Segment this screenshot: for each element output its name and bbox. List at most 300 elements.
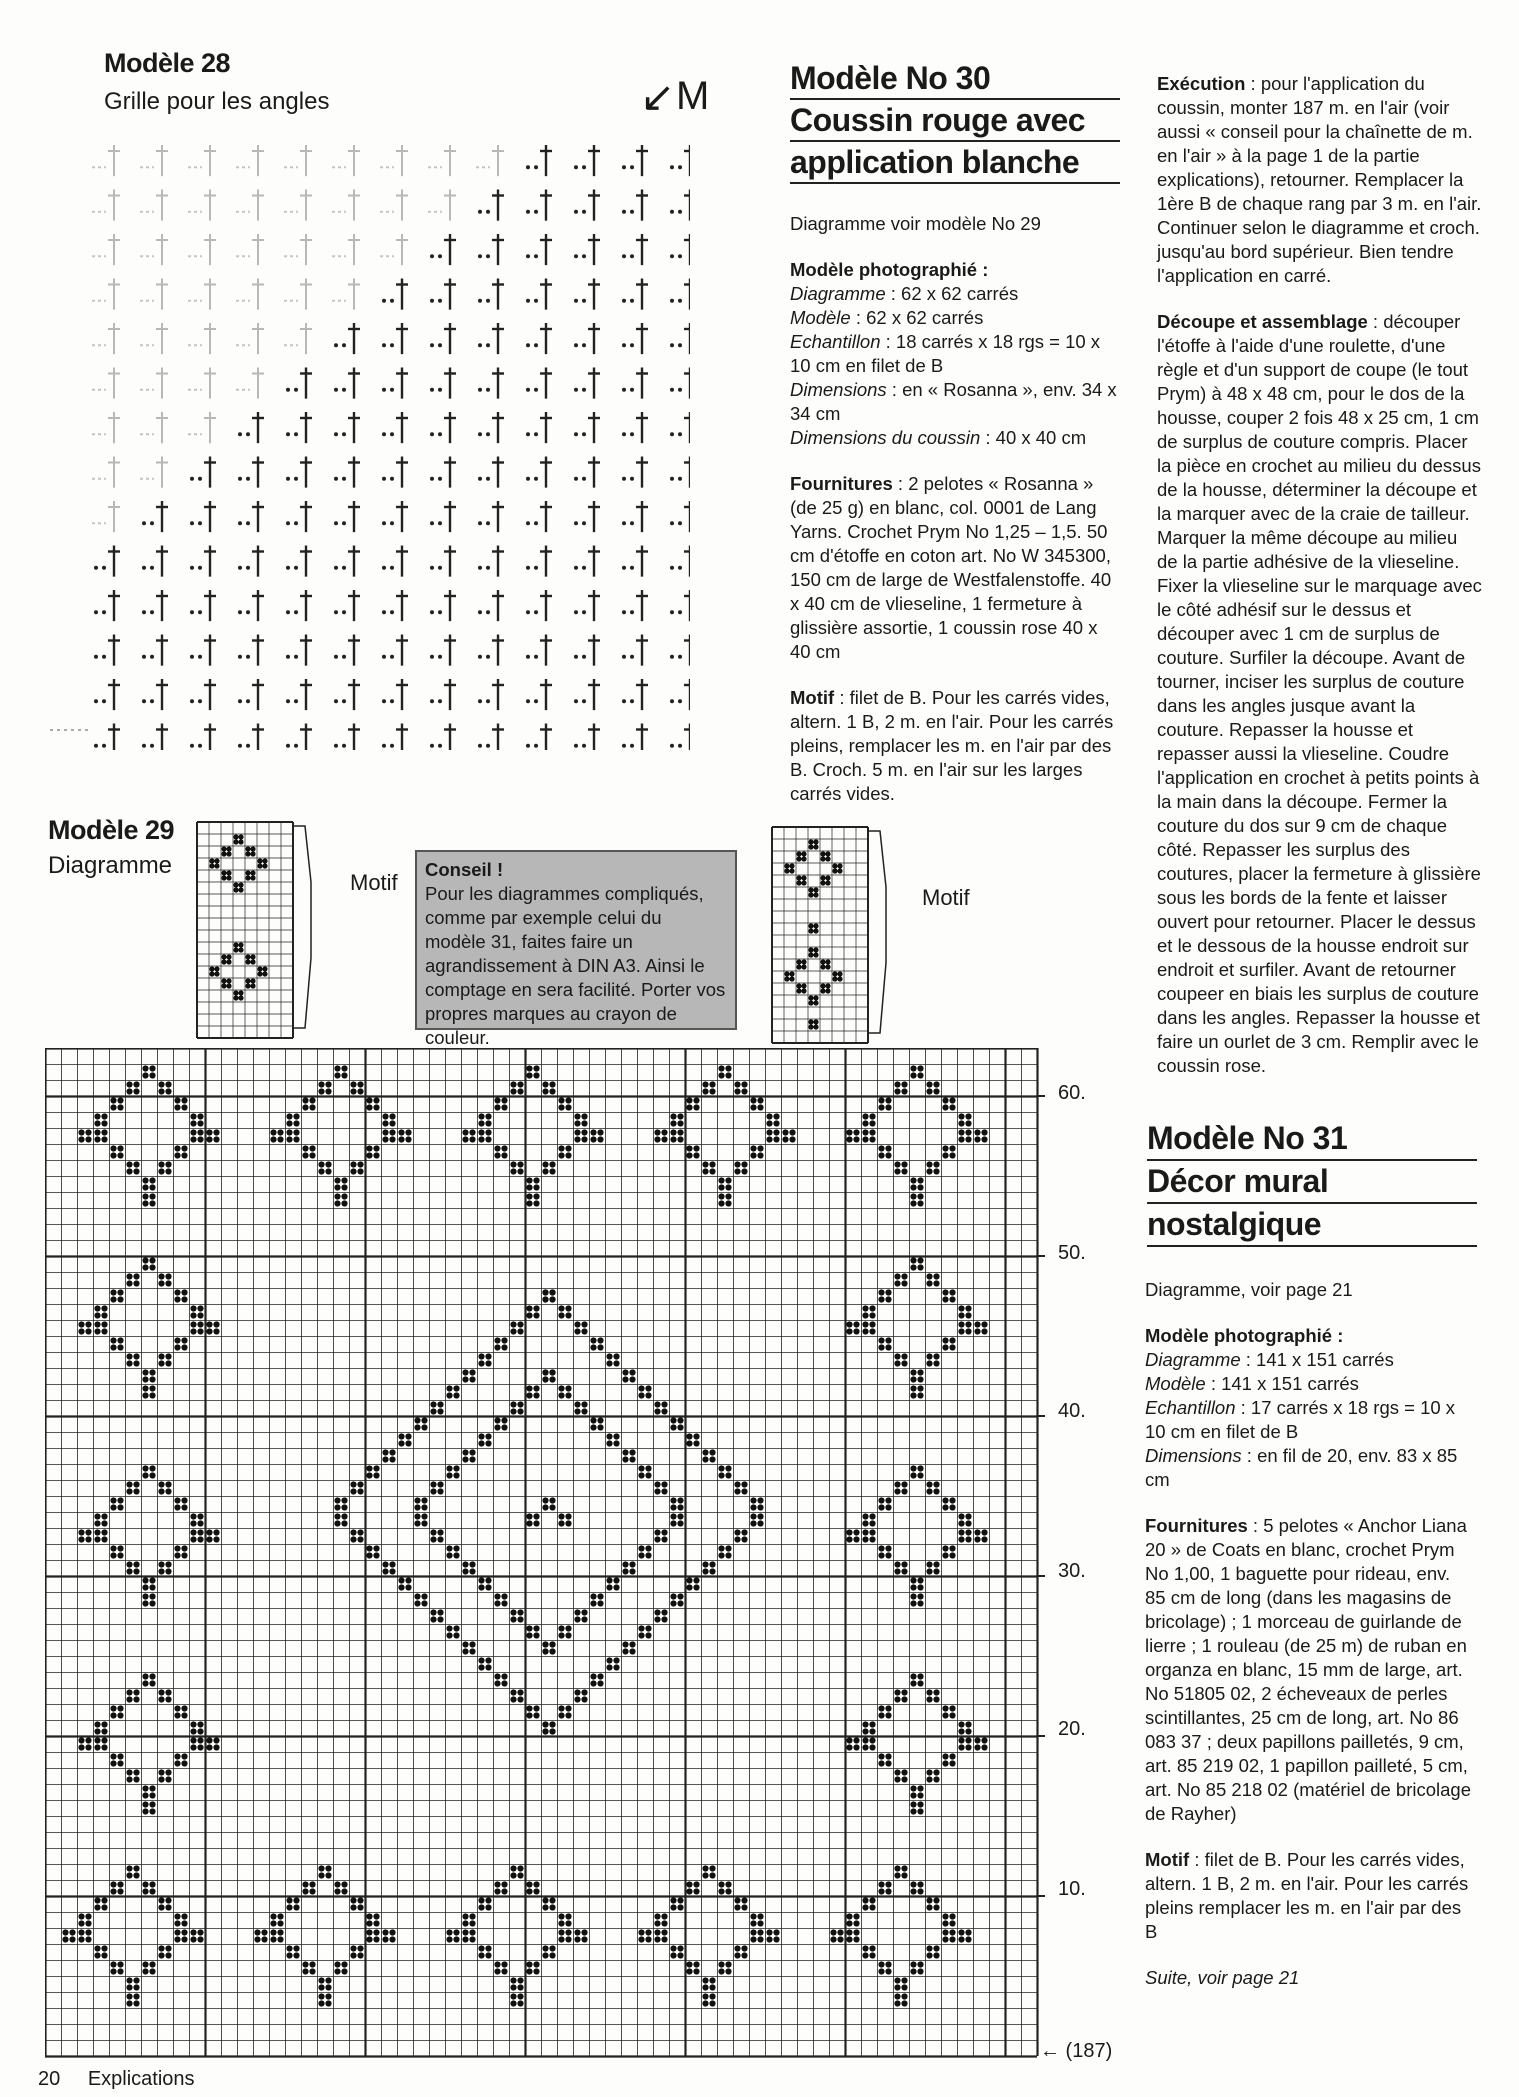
filled-square-dot bbox=[382, 1936, 388, 1942]
filled-square-dot bbox=[142, 1593, 148, 1599]
filled-square-dot bbox=[133, 1872, 139, 1878]
filled-square-dot bbox=[214, 858, 219, 863]
filled-square-dot bbox=[238, 887, 243, 892]
filled-square-dot bbox=[85, 1737, 91, 1743]
filled-square-dot bbox=[590, 1337, 596, 1343]
chain-dot bbox=[150, 744, 154, 748]
filled-square-dot bbox=[558, 1705, 564, 1711]
filled-square-dot bbox=[878, 1296, 884, 1302]
filled-square-dot bbox=[325, 1977, 331, 1983]
chain-dot bbox=[622, 699, 626, 703]
filled-square-dot bbox=[85, 1536, 91, 1542]
chain-dot bbox=[622, 432, 626, 436]
filled-square-dot bbox=[533, 1513, 539, 1519]
chain-dot bbox=[342, 655, 346, 659]
filled-square-dot bbox=[949, 1552, 955, 1558]
chain-dot bbox=[574, 566, 578, 570]
filled-square-dot bbox=[350, 1904, 356, 1910]
chain-dot bbox=[190, 477, 194, 481]
filled-square-dot bbox=[965, 1113, 971, 1119]
filled-square-dot bbox=[718, 1472, 724, 1478]
filled-square-dot bbox=[542, 1296, 548, 1302]
filled-square-dot bbox=[430, 1616, 436, 1622]
filled-square-dot bbox=[357, 1088, 363, 1094]
chain-dot bbox=[342, 699, 346, 703]
filled-square-dot bbox=[958, 1113, 964, 1119]
filled-square-dot bbox=[149, 1881, 155, 1887]
filled-square-dot bbox=[654, 1136, 660, 1142]
filled-square-dot bbox=[478, 1577, 484, 1583]
filled-square-dot bbox=[221, 870, 226, 875]
filled-square-dot bbox=[174, 1504, 180, 1510]
filled-square-dot bbox=[181, 1929, 187, 1935]
filled-square-dot bbox=[101, 1529, 107, 1535]
filled-square-dot bbox=[206, 1744, 212, 1750]
chain-dot bbox=[294, 744, 298, 748]
row-label-10: 10. bbox=[1058, 1878, 1086, 1900]
filled-square-dot bbox=[958, 1520, 964, 1526]
chain-dot bbox=[670, 610, 674, 614]
filled-square-dot bbox=[801, 875, 806, 880]
filled-square-dot bbox=[894, 1353, 900, 1359]
filled-square-dot bbox=[373, 1920, 379, 1926]
filled-square-dot bbox=[965, 1744, 971, 1750]
filled-square-dot bbox=[702, 1977, 708, 1983]
chain-dot bbox=[670, 210, 674, 214]
modele29-subtitle: Diagramme bbox=[48, 852, 173, 879]
filled-square-dot bbox=[110, 1545, 116, 1551]
filled-square-dot bbox=[62, 1929, 68, 1935]
chain-dot bbox=[246, 699, 250, 703]
filled-square-dot bbox=[165, 1161, 171, 1167]
filled-square-dot bbox=[149, 1465, 155, 1471]
filled-square-dot bbox=[494, 1337, 500, 1343]
filled-square-dot bbox=[757, 1913, 763, 1919]
filled-square-dot bbox=[661, 1536, 667, 1542]
filled-square-dot bbox=[901, 1488, 907, 1494]
filled-square-dot bbox=[965, 1513, 971, 1519]
filled-square-dot bbox=[174, 1145, 180, 1151]
filled-square-dot bbox=[796, 959, 801, 964]
filled-square-dot bbox=[126, 1360, 132, 1366]
filled-square-dot bbox=[226, 846, 231, 851]
filled-square-dot bbox=[974, 1136, 980, 1142]
filled-square-dot bbox=[894, 1689, 900, 1695]
filled-square-dot bbox=[149, 1193, 155, 1199]
filled-square-dot bbox=[597, 1344, 603, 1350]
filled-square-dot bbox=[629, 1648, 635, 1654]
filled-square-dot bbox=[366, 1097, 372, 1103]
filled-square-dot bbox=[373, 1472, 379, 1478]
filled-square-dot bbox=[549, 1168, 555, 1174]
filled-square-dot bbox=[158, 1897, 164, 1903]
filled-square-dot bbox=[110, 1289, 116, 1295]
filled-square-dot bbox=[78, 1321, 84, 1327]
chain-dot bbox=[574, 521, 578, 525]
filled-square-dot bbox=[117, 1344, 123, 1350]
filled-square-dot bbox=[917, 1808, 923, 1814]
filled-square-dot bbox=[101, 1113, 107, 1119]
filled-square-dot bbox=[190, 1529, 196, 1535]
filled-square-dot bbox=[126, 1353, 132, 1359]
filled-square-dot bbox=[510, 1161, 516, 1167]
chain-dot bbox=[478, 210, 482, 214]
filled-square-dot bbox=[126, 1696, 132, 1702]
filled-square-dot bbox=[933, 1353, 939, 1359]
filled-square-dot bbox=[94, 1305, 100, 1311]
filled-square-dot bbox=[949, 1104, 955, 1110]
filled-square-dot bbox=[965, 1305, 971, 1311]
filled-square-dot bbox=[910, 1193, 916, 1199]
filled-square-dot bbox=[942, 1545, 948, 1551]
filled-square-dot bbox=[606, 1433, 612, 1439]
filled-square-dot bbox=[197, 1721, 203, 1727]
filled-square-dot bbox=[501, 1417, 507, 1423]
filled-square-dot bbox=[549, 1952, 555, 1958]
chain-dot bbox=[390, 655, 394, 659]
filled-square-dot bbox=[197, 1113, 203, 1119]
filled-square-dot bbox=[117, 1552, 123, 1558]
chain-dot bbox=[622, 744, 626, 748]
filled-square-dot bbox=[517, 1696, 523, 1702]
chain-dot bbox=[534, 699, 538, 703]
chain-dot bbox=[238, 655, 242, 659]
marker-m: M bbox=[676, 74, 710, 118]
filled-square-dot bbox=[958, 1136, 964, 1142]
filled-square-dot bbox=[549, 1369, 555, 1375]
filled-square-dot bbox=[209, 863, 214, 868]
filled-square-dot bbox=[878, 1145, 884, 1151]
chain-dot bbox=[670, 343, 674, 347]
filled-square-dot bbox=[853, 1920, 859, 1926]
chain-dot bbox=[574, 343, 578, 347]
filled-square-dot bbox=[926, 1897, 932, 1903]
filled-square-dot bbox=[78, 1529, 84, 1535]
filled-square-dot bbox=[661, 1408, 667, 1414]
filled-square-dot bbox=[149, 1600, 155, 1606]
chain-dot bbox=[438, 432, 442, 436]
filled-square-dot bbox=[110, 1497, 116, 1503]
filled-square-dot bbox=[622, 1648, 628, 1654]
filled-square-dot bbox=[590, 1417, 596, 1423]
filled-square-dot bbox=[421, 1600, 427, 1606]
filled-square-dot bbox=[820, 880, 825, 885]
chain-dot bbox=[622, 477, 626, 481]
filled-square-dot bbox=[917, 1968, 923, 1974]
filled-square-dot bbox=[197, 1129, 203, 1135]
filled-square-dot bbox=[142, 1385, 148, 1391]
filled-square-dot bbox=[670, 1520, 676, 1526]
filled-square-dot bbox=[917, 1072, 923, 1078]
filled-square-dot bbox=[142, 1392, 148, 1398]
chain-dot bbox=[334, 477, 338, 481]
filled-square-dot bbox=[549, 1721, 555, 1727]
filled-square-dot bbox=[597, 1600, 603, 1606]
filled-square-dot bbox=[917, 1600, 923, 1606]
filled-square-dot bbox=[293, 1136, 299, 1142]
filled-square-dot bbox=[462, 1648, 468, 1654]
filled-square-dot bbox=[181, 1753, 187, 1759]
chain-dot bbox=[198, 699, 202, 703]
chain-dot bbox=[574, 610, 578, 614]
filled-square-dot bbox=[718, 1065, 724, 1071]
filled-square-dot bbox=[174, 1344, 180, 1350]
filled-square-dot bbox=[613, 1577, 619, 1583]
filled-square-dot bbox=[341, 1504, 347, 1510]
chain-dot bbox=[582, 566, 586, 570]
filled-square-dot bbox=[910, 1376, 916, 1382]
filled-square-dot bbox=[885, 1888, 891, 1894]
filled-square-dot bbox=[709, 1984, 715, 1990]
filled-square-dot bbox=[526, 1968, 532, 1974]
filled-square-dot bbox=[542, 1904, 548, 1910]
chain-dot bbox=[478, 566, 482, 570]
filled-square-dot bbox=[357, 1168, 363, 1174]
filled-square-dot bbox=[709, 2000, 715, 2006]
filled-square-dot bbox=[453, 1929, 459, 1935]
filled-square-dot bbox=[117, 1888, 123, 1894]
filled-square-dot bbox=[453, 1392, 459, 1398]
chain-dot bbox=[622, 254, 626, 258]
filled-square-dot bbox=[149, 1264, 155, 1270]
filled-square-dot bbox=[949, 1753, 955, 1759]
filled-square-dot bbox=[718, 1184, 724, 1190]
chain-dot bbox=[94, 655, 98, 659]
chain-dot bbox=[334, 566, 338, 570]
filled-square-dot bbox=[741, 1081, 747, 1087]
filled-square-dot bbox=[214, 971, 219, 976]
chain-dot bbox=[390, 388, 394, 392]
filled-square-dot bbox=[965, 1929, 971, 1935]
filled-square-dot bbox=[233, 947, 238, 952]
filled-square-dot bbox=[526, 1712, 532, 1718]
filled-square-dot bbox=[885, 1552, 891, 1558]
filled-square-dot bbox=[318, 1993, 324, 1999]
spec-line: Modèle : 141 x 151 carrés bbox=[1145, 1373, 1359, 1394]
filled-square-dot bbox=[825, 959, 830, 964]
filled-square-dot bbox=[85, 1328, 91, 1334]
filled-square-dot bbox=[334, 1497, 340, 1503]
chain-dot bbox=[342, 432, 346, 436]
chain-dot bbox=[670, 388, 674, 392]
filled-square-dot bbox=[117, 1504, 123, 1510]
filled-square-dot bbox=[917, 1184, 923, 1190]
filled-square-dot bbox=[901, 1280, 907, 1286]
filled-square-dot bbox=[825, 880, 830, 885]
filled-square-dot bbox=[725, 1177, 731, 1183]
filled-square-dot bbox=[894, 1769, 900, 1775]
filled-square-dot bbox=[958, 1737, 964, 1743]
filled-square-dot bbox=[94, 1120, 100, 1126]
filled-square-dot bbox=[478, 1360, 484, 1366]
filled-square-dot bbox=[94, 1520, 100, 1526]
filled-square-dot bbox=[133, 1689, 139, 1695]
filled-square-dot bbox=[917, 1584, 923, 1590]
filled-square-dot bbox=[94, 1536, 100, 1542]
filled-square-dot bbox=[398, 1584, 404, 1590]
filled-square-dot bbox=[709, 1865, 715, 1871]
filled-square-dot bbox=[686, 1584, 692, 1590]
row-label-60: 60. bbox=[1058, 1082, 1086, 1104]
filled-square-dot bbox=[117, 1968, 123, 1974]
filled-square-dot bbox=[917, 1472, 923, 1478]
filled-square-dot bbox=[542, 1641, 548, 1647]
filled-square-dot bbox=[293, 1897, 299, 1903]
filled-square-dot bbox=[917, 1577, 923, 1583]
filled-square-dot bbox=[494, 1145, 500, 1151]
chain-dot bbox=[526, 521, 530, 525]
filled-square-dot bbox=[277, 1136, 283, 1142]
filled-square-dot bbox=[181, 1152, 187, 1158]
chain-dot bbox=[670, 165, 674, 169]
filled-square-dot bbox=[389, 1113, 395, 1119]
filled-square-dot bbox=[901, 1561, 907, 1567]
filled-square-dot bbox=[825, 851, 830, 856]
filled-square-dot bbox=[813, 947, 818, 952]
filled-square-dot bbox=[813, 923, 818, 928]
filled-square-dot bbox=[878, 1097, 884, 1103]
filled-square-dot bbox=[181, 1497, 187, 1503]
filled-square-dot bbox=[702, 1561, 708, 1567]
filled-square-dot bbox=[832, 971, 837, 976]
chain-dot bbox=[382, 566, 386, 570]
filled-square-dot bbox=[318, 1088, 324, 1094]
filled-square-dot bbox=[565, 1104, 571, 1110]
filled-square-dot bbox=[469, 1936, 475, 1942]
chain-dot bbox=[334, 388, 338, 392]
filled-square-dot bbox=[485, 1433, 491, 1439]
filled-square-dot bbox=[542, 1728, 548, 1734]
filled-square-dot bbox=[901, 1776, 907, 1782]
filled-square-dot bbox=[910, 1200, 916, 1206]
filled-square-dot bbox=[813, 1000, 818, 1005]
chain-dot bbox=[438, 299, 442, 303]
filled-square-dot bbox=[965, 1129, 971, 1135]
filled-square-dot bbox=[926, 1689, 932, 1695]
filled-square-dot bbox=[574, 1696, 580, 1702]
filled-square-dot bbox=[334, 1072, 340, 1078]
filled-square-dot bbox=[366, 1152, 372, 1158]
spec-line: Dimensions : en « Rosanna », env. 34 x 34 cm bbox=[790, 379, 1117, 424]
filled-square-dot bbox=[808, 928, 813, 933]
chain-dot bbox=[678, 744, 682, 748]
filled-square-dot bbox=[958, 1529, 964, 1535]
filled-square-dot bbox=[245, 846, 250, 851]
filled-square-dot bbox=[910, 1264, 916, 1270]
filled-square-dot bbox=[773, 1136, 779, 1142]
filled-square-dot bbox=[462, 1568, 468, 1574]
filled-square-dot bbox=[894, 1161, 900, 1167]
filled-square-dot bbox=[750, 1929, 756, 1935]
filled-square-dot bbox=[510, 1088, 516, 1094]
filled-square-dot bbox=[796, 983, 801, 988]
filled-square-dot bbox=[926, 1353, 932, 1359]
filled-square-dot bbox=[446, 1632, 452, 1638]
filled-square-dot bbox=[190, 1113, 196, 1119]
filled-square-dot bbox=[158, 1088, 164, 1094]
filled-square-dot bbox=[901, 1161, 907, 1167]
filled-square-dot bbox=[357, 1081, 363, 1087]
filled-square-dot bbox=[469, 1136, 475, 1142]
filled-square-dot bbox=[869, 1321, 875, 1327]
filled-square-dot bbox=[190, 1321, 196, 1327]
filled-square-dot bbox=[510, 1401, 516, 1407]
filled-square-dot bbox=[510, 1168, 516, 1174]
filled-square-dot bbox=[910, 1577, 916, 1583]
chain-dot bbox=[678, 210, 682, 214]
filled-square-dot bbox=[341, 1968, 347, 1974]
filled-square-dot bbox=[702, 2000, 708, 2006]
filled-square-dot bbox=[942, 1712, 948, 1718]
filled-square-dot bbox=[270, 1136, 276, 1142]
chain-dot bbox=[286, 521, 290, 525]
chain-dot bbox=[582, 165, 586, 169]
filled-square-dot bbox=[853, 1929, 859, 1935]
filled-square-dot bbox=[958, 1929, 964, 1935]
chain-dot bbox=[286, 388, 290, 392]
filled-square-dot bbox=[965, 1321, 971, 1327]
filled-square-dot bbox=[302, 1888, 308, 1894]
filled-square-dot bbox=[862, 1945, 868, 1951]
filled-square-dot bbox=[606, 1440, 612, 1446]
filled-square-dot bbox=[165, 1273, 171, 1279]
filled-square-dot bbox=[357, 1945, 363, 1951]
filled-square-dot bbox=[517, 1689, 523, 1695]
filled-square-dot bbox=[421, 1497, 427, 1503]
filled-square-dot bbox=[430, 1408, 436, 1414]
filled-square-dot bbox=[725, 1881, 731, 1887]
filled-square-dot bbox=[558, 1632, 564, 1638]
filled-square-dot bbox=[869, 1952, 875, 1958]
filled-square-dot bbox=[533, 1705, 539, 1711]
filled-square-dot bbox=[654, 1609, 660, 1615]
filled-square-dot bbox=[549, 1497, 555, 1503]
chain-dot bbox=[630, 566, 634, 570]
filled-square-dot bbox=[78, 1136, 84, 1142]
filled-square-dot bbox=[942, 1929, 948, 1935]
filled-square-dot bbox=[869, 1305, 875, 1311]
filled-square-dot bbox=[565, 1152, 571, 1158]
filled-square-dot bbox=[165, 1952, 171, 1958]
filled-square-dot bbox=[910, 1600, 916, 1606]
page-number: 20 bbox=[38, 2068, 61, 2090]
filled-square-dot bbox=[366, 1920, 372, 1926]
filled-square-dot bbox=[958, 1744, 964, 1750]
filled-square-dot bbox=[165, 1088, 171, 1094]
filled-square-dot bbox=[94, 1321, 100, 1327]
filled-square-dot bbox=[254, 1936, 260, 1942]
filled-square-dot bbox=[784, 971, 789, 976]
filled-square-dot bbox=[917, 1673, 923, 1679]
filled-square-dot bbox=[750, 1920, 756, 1926]
filled-square-dot bbox=[181, 1760, 187, 1766]
filled-square-dot bbox=[885, 1497, 891, 1503]
filled-square-dot bbox=[78, 1920, 84, 1926]
filled-square-dot bbox=[782, 1136, 788, 1142]
chain-dot bbox=[142, 521, 146, 525]
filled-square-dot bbox=[437, 1616, 443, 1622]
filled-square-dot bbox=[226, 959, 231, 964]
filled-square-dot bbox=[741, 1481, 747, 1487]
filled-square-dot bbox=[494, 1152, 500, 1158]
filled-square-dot bbox=[789, 971, 794, 976]
filled-square-dot bbox=[533, 1712, 539, 1718]
filled-square-dot bbox=[293, 1113, 299, 1119]
filled-square-dot bbox=[949, 1760, 955, 1766]
filled-square-dot bbox=[677, 1945, 683, 1951]
tip-box bbox=[415, 850, 737, 1048]
chain-dot bbox=[238, 610, 242, 614]
